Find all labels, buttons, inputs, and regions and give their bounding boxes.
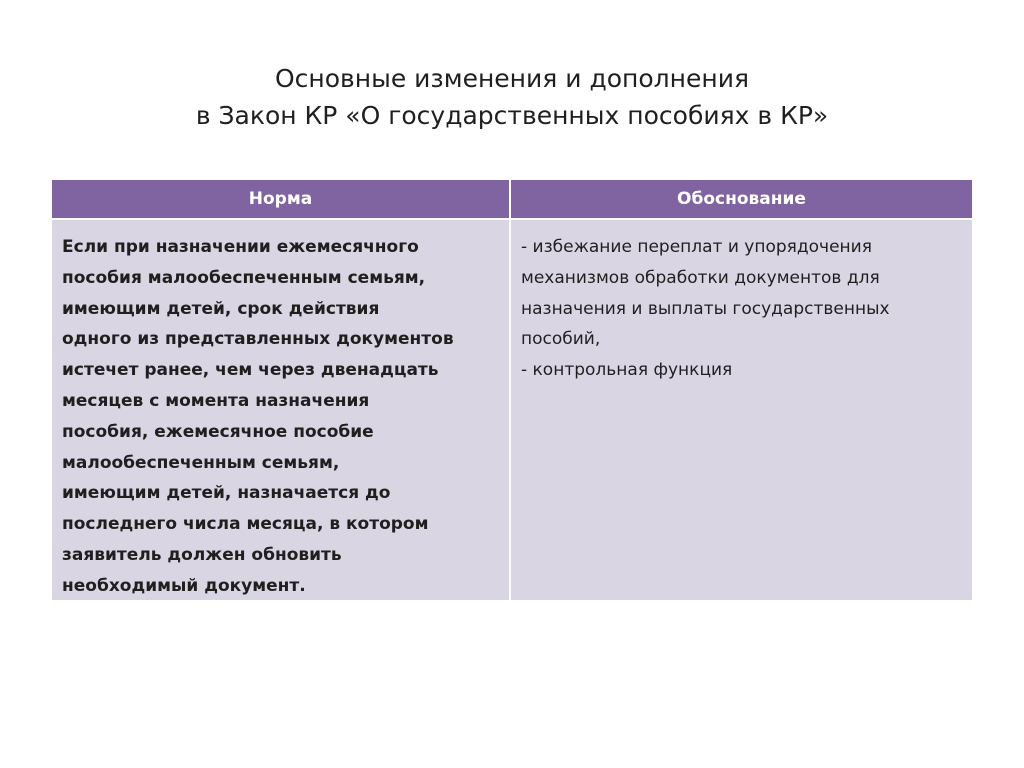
- slide-title-line-1: Основные изменения и дополнения: [274, 64, 750, 93]
- comparison-table: [52, 180, 972, 600]
- slide-title-line-2: в Закон КР «О государственных пособиях в КР»: [195, 101, 829, 130]
- column-header-norma: Норма: [52, 180, 511, 218]
- column-header-obosnovanie: Обоснование: [511, 180, 972, 218]
- norma-text-line: имеющим детей, назначается до: [62, 483, 391, 504]
- norma-text-line: заявитель должен обновить: [62, 544, 342, 565]
- norma-text-line: последнего числа месяца, в котором: [62, 514, 429, 535]
- obosnovanie-text-line: назначения и выплаты государственных: [521, 298, 890, 319]
- norma-text-line: истечет ранее, чем через двенадцать: [62, 360, 439, 381]
- norma-text-line: Если при назначении ежемесячного: [62, 237, 419, 257]
- obosnovanie-text-line: - избежание переплат и упорядочения: [521, 237, 872, 257]
- norma-text-line: необходимый документ.: [62, 575, 306, 596]
- slide-title: [60, 60, 964, 134]
- cell-norma: [52, 220, 511, 600]
- cell-obosnovanie: [511, 220, 972, 600]
- obosnovanie-text-line: - контрольная функция: [521, 360, 733, 381]
- norma-text-line: имеющим детей, срок действия: [62, 298, 380, 319]
- norma-text-line: пособия, ежемесячное пособие: [62, 421, 374, 442]
- norma-text-line: пособия малообеспеченным семьям,: [62, 267, 426, 288]
- obosnovanie-text-line: пособий,: [521, 329, 601, 350]
- norma-text-line: месяцев с момента назначения: [62, 390, 370, 411]
- table-row: [52, 218, 972, 600]
- norma-text-line: малообеспеченным семьям,: [62, 452, 340, 473]
- norma-text-line: одного из представленных документов: [62, 329, 454, 350]
- table-header-row: [52, 180, 972, 218]
- obosnovanie-text-line: механизмов обработки документов для: [521, 267, 880, 288]
